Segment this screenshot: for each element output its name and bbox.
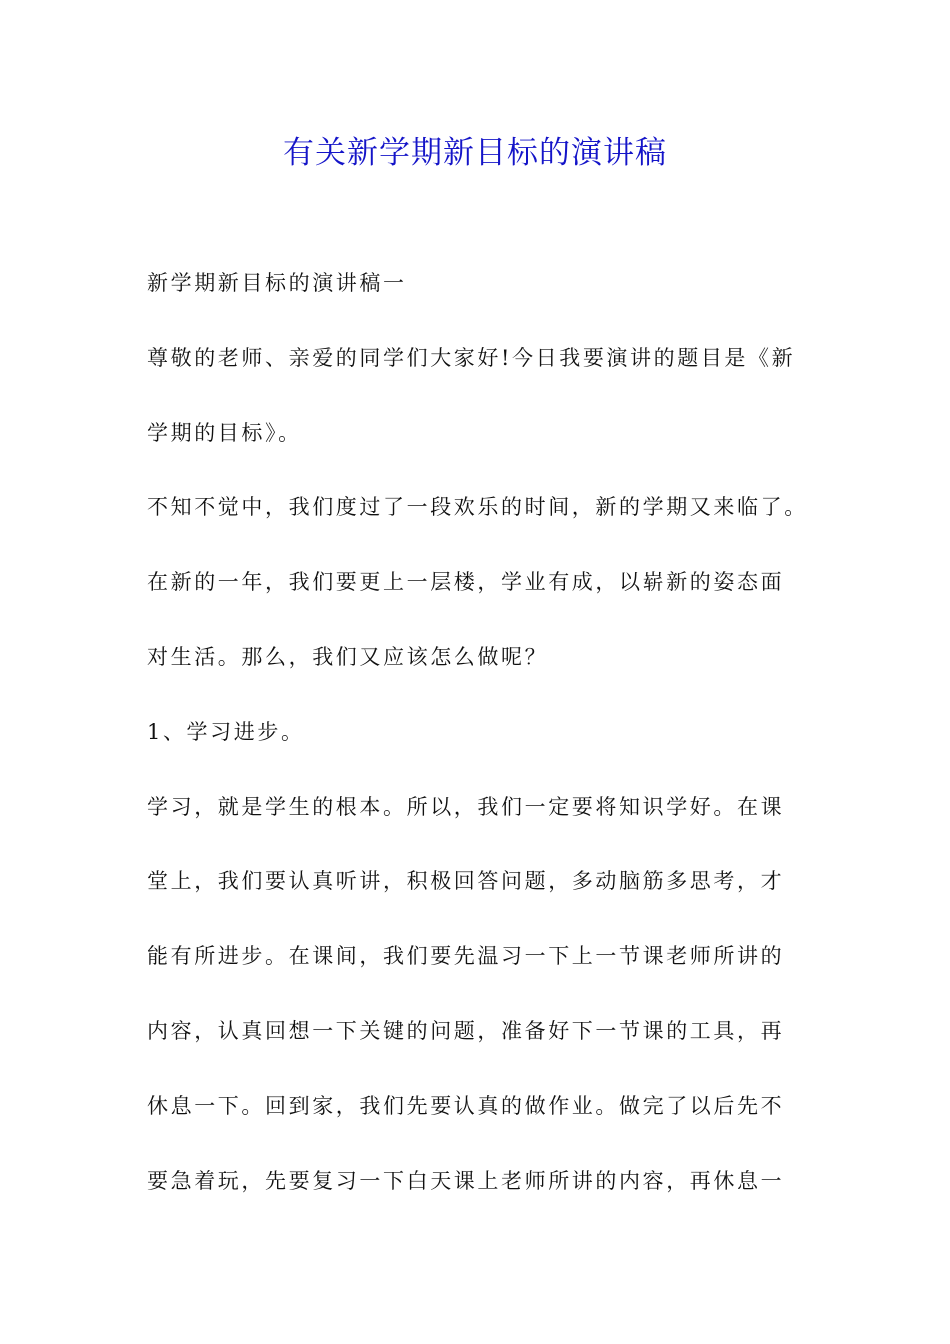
body-line: 在新的一年，我们要更上一层楼，学业有成，以崭新的姿态面 bbox=[147, 570, 785, 595]
body-line: 休息一下。回到家，我们先要认真的做作业。做完了以后先不 bbox=[147, 1093, 785, 1118]
body-line: 学期的目标》。 bbox=[147, 420, 302, 445]
body-line: 尊敬的老师、亲爱的同学们大家好!今日我要演讲的题目是《新 bbox=[147, 345, 796, 370]
body-line-heading: 新学期新目标的演讲稿一 bbox=[147, 271, 407, 295]
document-title: 有关新学期新目标的演讲稿 bbox=[283, 135, 667, 171]
body-line: 堂上，我们要认真听讲，积极回答问题，多动脑筋多思考，才 bbox=[147, 869, 785, 894]
body-line: 要急着玩，先要复习一下白天课上老师所讲的内容，再休息一 bbox=[147, 1168, 785, 1193]
body-line: 能有所进步。在课间，我们要先温习一下上一节课老师所讲的 bbox=[147, 944, 785, 969]
body-line-section: 1、学习进步。 bbox=[147, 719, 305, 744]
body-line: 对生活。那么，我们又应该怎么做呢？ bbox=[147, 644, 549, 669]
body-line: 不知不觉中，我们度过了一段欢乐的时间，新的学期又来临了。 bbox=[147, 495, 808, 520]
body-line: 学习，就是学生的根本。所以，我们一定要将知识学好。在课 bbox=[147, 794, 785, 819]
document-body bbox=[147, 263, 817, 1235]
body-line: 内容，认真回想一下关键的问题，准备好下一节课的工具，再 bbox=[147, 1018, 785, 1043]
